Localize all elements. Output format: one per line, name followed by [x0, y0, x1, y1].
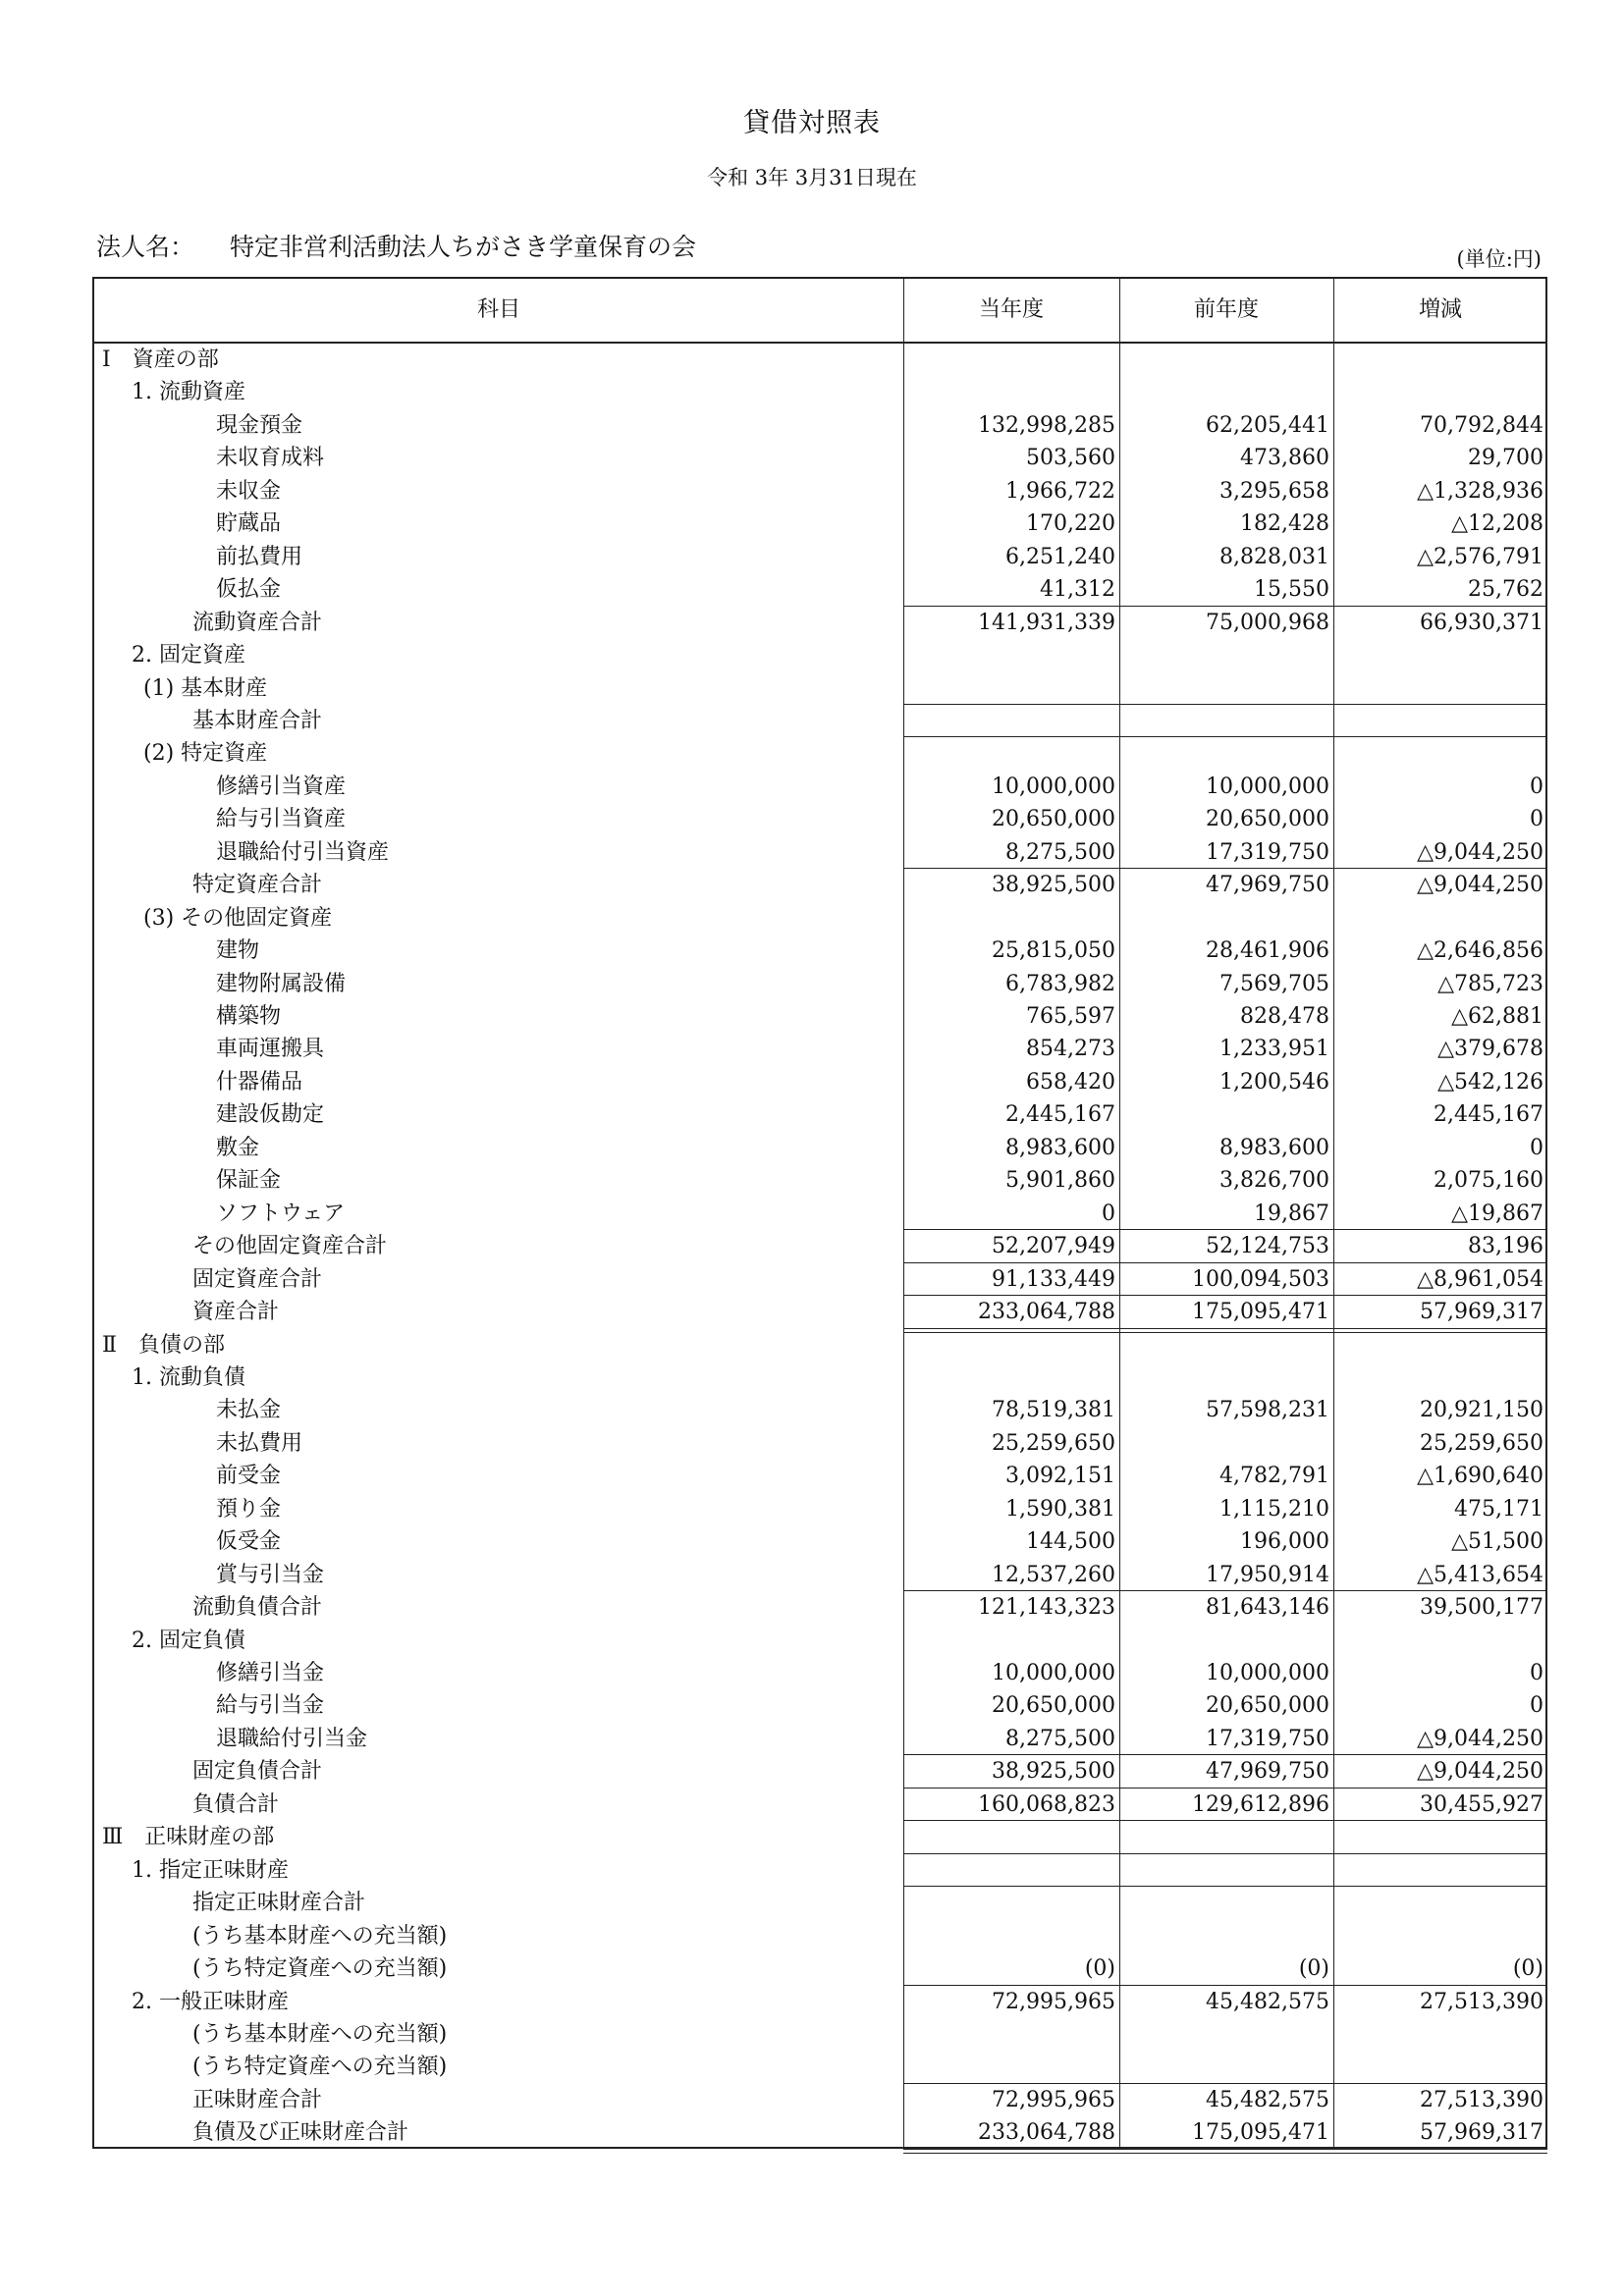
amount-prev: 8,983,600: [1219, 1135, 1329, 1160]
table-row: [94, 1755, 1545, 1789]
table-row: [94, 1427, 1545, 1461]
table-row: [94, 1854, 1545, 1888]
amount-prev: 129,612,896: [1192, 1791, 1329, 1817]
amount-prev: 75,000,968: [1206, 610, 1329, 635]
row-label: (うち特定資産への充当額): [192, 2055, 448, 2080]
amount-cur: 2,445,167: [1005, 1102, 1115, 1128]
table-row: [94, 409, 1545, 443]
amount-prev: 3,826,700: [1219, 1168, 1329, 1194]
amount-prev: 17,319,750: [1206, 839, 1329, 865]
amount-diff: 0: [1530, 774, 1543, 799]
row-label: 貯蔵品: [216, 511, 282, 537]
row-label: 什器備品: [216, 1069, 303, 1095]
row-label: 未収金: [216, 478, 282, 504]
table-row: [94, 869, 1545, 902]
table-row: [94, 737, 1545, 771]
table-row: [94, 344, 1545, 377]
row-label: Ⅲ 正味財産の部: [102, 1825, 275, 1850]
table-row: [94, 376, 1545, 409]
amount-diff: 2,445,167: [1434, 1102, 1543, 1128]
amount-diff: △2,646,856: [1417, 938, 1543, 964]
amount-diff: △379,678: [1437, 1037, 1543, 1062]
row-label: 2. 固定負債: [132, 1628, 245, 1653]
table-row: [94, 475, 1545, 508]
amount-cur: 1,590,381: [1005, 1496, 1115, 1522]
amount-diff: 0: [1530, 1693, 1543, 1719]
corporation-line: [96, 228, 696, 263]
table-row: [94, 1033, 1545, 1066]
amount-cur: 20,650,000: [992, 1693, 1115, 1719]
amount-cur: 5,901,860: [1005, 1168, 1115, 1194]
table-row: [94, 1230, 1545, 1263]
amount-prev: 175,095,471: [1192, 2120, 1329, 2146]
table-row: [94, 1394, 1545, 1427]
amount-cur: 52,207,949: [992, 1234, 1115, 1259]
amount-diff: 27,513,390: [1420, 1989, 1543, 2014]
amount-prev: 81,643,146: [1206, 1595, 1329, 1621]
table-row: [94, 639, 1545, 672]
row-label: 特定資産合計: [192, 873, 323, 898]
row-label: 給与引当金: [216, 1693, 325, 1719]
amount-cur: 132,998,285: [978, 412, 1115, 438]
amount-prev: 45,482,575: [1206, 1989, 1329, 2014]
row-label: 固定負債合計: [192, 1759, 323, 1785]
row-label: 負債合計: [192, 1791, 280, 1817]
amount-cur: 25,259,650: [992, 1430, 1115, 1456]
amount-cur: (0): [1084, 1956, 1115, 1982]
amount-prev: 57,598,231: [1206, 1398, 1329, 1423]
amount-prev: 7,569,705: [1219, 971, 1329, 996]
amount-prev: 196,000: [1240, 1529, 1329, 1555]
table-row: [94, 672, 1545, 706]
amount-prev: 473,860: [1240, 446, 1329, 471]
amount-diff: 0: [1530, 1661, 1543, 1685]
row-label: 建設仮勘定: [216, 1102, 325, 1128]
row-label: 指定正味財産合計: [192, 1891, 366, 1916]
amount-cur: 38,925,500: [992, 1759, 1115, 1785]
table-row: [94, 1296, 1545, 1329]
table-row: [94, 1362, 1545, 1395]
amount-diff: △9,044,250: [1417, 1759, 1543, 1785]
amount-prev: 1,233,951: [1219, 1037, 1329, 1062]
row-label: 仮受金: [216, 1529, 282, 1555]
table-row: [94, 803, 1545, 836]
row-label: Ⅱ 負債の部: [102, 1332, 225, 1358]
row-label: 正味財産合計: [192, 2087, 323, 2112]
row-label: 構築物: [216, 1004, 282, 1029]
row-label: 1. 指定正味財産: [132, 1857, 289, 1883]
row-label: その他固定資産合計: [192, 1234, 388, 1259]
table-row: [94, 2116, 1545, 2150]
amount-prev: 182,428: [1240, 511, 1329, 537]
amount-prev: 47,969,750: [1206, 873, 1329, 898]
table-row: [94, 1164, 1545, 1198]
amount-prev: 828,478: [1240, 1004, 1329, 1029]
row-label: 流動負債合計: [192, 1595, 323, 1621]
amount-prev: 175,095,471: [1192, 1300, 1329, 1325]
amount-diff: 2,075,160: [1434, 1168, 1543, 1194]
row-label: 建物附属設備: [216, 971, 347, 996]
table-row: [94, 1952, 1545, 1986]
table-row: [94, 836, 1545, 870]
row-label: 仮払金: [216, 577, 282, 603]
row-label: 未払金: [216, 1398, 282, 1423]
table-row: [94, 771, 1545, 804]
amount-cur: 854,273: [1026, 1037, 1115, 1062]
table-row: [94, 1132, 1545, 1165]
table-row: [94, 1821, 1545, 1854]
amount-prev: (0): [1298, 1956, 1329, 1982]
row-label: (3) その他固定資産: [143, 905, 333, 931]
table-row: [94, 1066, 1545, 1099]
amount-prev: 20,650,000: [1206, 1693, 1329, 1719]
amount-diff: 25,762: [1468, 577, 1543, 603]
row-label: Ⅰ 資産の部: [102, 347, 219, 372]
table-row: [94, 1329, 1545, 1362]
amount-cur: 6,783,982: [1005, 971, 1115, 996]
row-label: 賞与引当金: [216, 1562, 325, 1587]
table-row: [94, 1591, 1545, 1625]
amount-diff: △1,690,640: [1417, 1464, 1543, 1489]
table-row: [94, 705, 1545, 738]
amount-diff: 0: [1530, 1135, 1543, 1160]
amount-diff: △785,723: [1437, 971, 1543, 996]
amount-cur: 10,000,000: [992, 1661, 1115, 1685]
amount-cur: 503,560: [1026, 446, 1115, 471]
table-row: [94, 607, 1545, 640]
table-row: [94, 1986, 1545, 2019]
row-label: 2. 固定資産: [132, 643, 245, 668]
amount-diff: 20,921,150: [1420, 1398, 1543, 1423]
table-row: [94, 541, 1545, 574]
amount-cur: 91,133,449: [992, 1266, 1115, 1292]
row-label: 前払費用: [216, 544, 303, 569]
corporation-name: 特定非営利活動法人ちがさき学童保育の会: [230, 233, 697, 261]
total-rule-double: [903, 2153, 1547, 2154]
table-header: [94, 279, 1545, 344]
amount-diff: △62,881: [1451, 1004, 1543, 1029]
row-label: 基本財産合計: [192, 708, 323, 733]
amount-prev: 1,115,210: [1219, 1496, 1329, 1522]
row-label: 車両運搬具: [216, 1037, 325, 1062]
amount-cur: 765,597: [1026, 1004, 1115, 1029]
amount-cur: 72,995,965: [992, 2087, 1115, 2112]
amount-diff: △51,500: [1451, 1529, 1543, 1555]
amount-cur: 25,815,050: [992, 938, 1115, 964]
amount-cur: 233,064,788: [978, 1300, 1115, 1325]
amount-cur: 144,500: [1026, 1529, 1115, 1555]
table-row: [94, 1887, 1545, 1920]
amount-diff: 66,930,371: [1420, 610, 1543, 635]
table-row: [94, 1723, 1545, 1756]
amount-cur: 141,931,339: [978, 610, 1115, 635]
header-previous-year: 前年度: [1193, 297, 1259, 322]
amount-prev: 45,482,575: [1206, 2087, 1329, 2112]
section-rule: [903, 1328, 1547, 1329]
amount-cur: 20,650,000: [992, 807, 1115, 832]
amount-diff: △9,044,250: [1417, 873, 1543, 898]
amount-diff: △9,044,250: [1417, 839, 1543, 865]
table-row: [94, 968, 1545, 1001]
amount-cur: 41,312: [1040, 577, 1115, 603]
row-label: (うち基本財産への充当額): [192, 2021, 448, 2047]
table-row: [94, 1263, 1545, 1297]
table-row: [94, 1000, 1545, 1034]
table-row: [94, 2084, 1545, 2117]
row-label: 建物: [216, 938, 260, 964]
report-date: 令和 3年 3月31日現在: [707, 166, 917, 189]
amount-prev: 20,650,000: [1206, 807, 1329, 832]
row-label: 現金預金: [216, 412, 303, 438]
row-label: 1. 流動負債: [132, 1364, 245, 1390]
row-label: (うち基本財産への充当額): [192, 1923, 448, 1949]
amount-prev: 19,867: [1254, 1201, 1329, 1226]
amount-prev: 62,205,441: [1206, 412, 1329, 438]
amount-cur: 121,143,323: [978, 1595, 1115, 1621]
row-label: (1) 基本財産: [143, 675, 268, 701]
amount-diff: △19,867: [1451, 1201, 1543, 1226]
amount-diff: 30,455,927: [1420, 1791, 1543, 1817]
table-row: [94, 442, 1545, 475]
table-row: [94, 507, 1545, 541]
amount-prev: 17,319,750: [1206, 1726, 1329, 1751]
row-label: 資産合計: [192, 1300, 280, 1325]
row-label: (2) 特定資産: [143, 741, 268, 767]
amount-diff: 57,969,317: [1420, 1300, 1543, 1325]
amount-prev: 28,461,906: [1206, 938, 1329, 964]
amount-diff: 0: [1530, 807, 1543, 832]
amount-prev: 52,124,753: [1206, 1234, 1329, 1259]
row-label: 負債及び正味財産合計: [192, 2120, 409, 2146]
table-row: [94, 1098, 1545, 1132]
amount-diff: △1,328,936: [1417, 478, 1543, 504]
amount-diff: 29,700: [1468, 446, 1543, 471]
row-label: 給与引当資産: [216, 807, 347, 832]
row-label: 敷金: [216, 1135, 260, 1160]
amount-cur: 233,064,788: [978, 2120, 1115, 2146]
table-row: [94, 1559, 1545, 1592]
amount-prev: 17,950,914: [1206, 1562, 1329, 1587]
amount-prev: 47,969,750: [1206, 1759, 1329, 1785]
table-row: [94, 2051, 1545, 2084]
total-rule: [903, 2149, 1547, 2150]
amount-cur: 78,519,381: [992, 1398, 1115, 1423]
header-current-year: 当年度: [978, 297, 1044, 322]
amount-diff: △542,126: [1437, 1069, 1543, 1095]
row-label: (うち特定資産への充当額): [192, 1956, 448, 1982]
amount-cur: 8,275,500: [1005, 839, 1115, 865]
amount-diff: △12,208: [1451, 511, 1543, 537]
document-title: 貸借対照表: [743, 108, 881, 138]
amount-prev: 100,094,503: [1192, 1266, 1329, 1292]
unit-label: (単位:円): [1456, 247, 1542, 271]
amount-diff: 70,792,844: [1420, 412, 1543, 438]
amount-prev: 10,000,000: [1206, 774, 1329, 799]
amount-cur: 3,092,151: [1005, 1464, 1115, 1489]
amount-diff: 25,259,650: [1420, 1430, 1543, 1456]
table-row: [94, 1657, 1545, 1690]
row-label: ソフトウェア: [216, 1201, 346, 1226]
table-row: [94, 1689, 1545, 1723]
amount-prev: 1,200,546: [1219, 1069, 1329, 1095]
amount-prev: 15,550: [1254, 577, 1329, 603]
balance-sheet-table: [92, 277, 1547, 2149]
amount-cur: 170,220: [1026, 511, 1115, 537]
amount-prev: 10,000,000: [1206, 1661, 1329, 1685]
table-row: [94, 1460, 1545, 1493]
amount-cur: 12,537,260: [992, 1562, 1115, 1587]
amount-cur: 38,925,500: [992, 873, 1115, 898]
amount-cur: 0: [1102, 1201, 1115, 1226]
amount-prev: 3,295,658: [1219, 478, 1329, 504]
table-row: [94, 1920, 1545, 1953]
row-label: 修繕引当金: [216, 1661, 325, 1685]
row-label: 未払費用: [216, 1430, 303, 1456]
amount-diff: 27,513,390: [1420, 2087, 1543, 2112]
row-label: 保証金: [216, 1168, 282, 1194]
row-label: 2. 一般正味財産: [132, 1989, 289, 2014]
row-label: 未収育成料: [216, 446, 325, 471]
amount-prev: 8,828,031: [1219, 544, 1329, 569]
table-row: [94, 902, 1545, 935]
amount-diff: (0): [1512, 1956, 1543, 1982]
table-row: [94, 1789, 1545, 1822]
table-row: [94, 1493, 1545, 1526]
header-item: 科目: [476, 297, 520, 322]
row-label: 1. 流動資産: [132, 380, 245, 405]
table-row: [94, 2018, 1545, 2052]
amount-cur: 10,000,000: [992, 774, 1115, 799]
amount-diff: 39,500,177: [1420, 1595, 1543, 1621]
amount-cur: 6,251,240: [1005, 544, 1115, 569]
amount-cur: 1,966,722: [1005, 478, 1115, 504]
amount-cur: 8,983,600: [1005, 1135, 1115, 1160]
table-row: [94, 1625, 1545, 1658]
table-row: [94, 934, 1545, 968]
row-label: 預り金: [216, 1496, 282, 1522]
amount-diff: 475,171: [1454, 1496, 1543, 1522]
amount-diff: 57,969,317: [1420, 2120, 1543, 2146]
row-label: 固定資産合計: [192, 1266, 323, 1292]
amount-diff: 83,196: [1468, 1234, 1543, 1259]
row-label: 前受金: [216, 1464, 282, 1489]
header-difference: 増減: [1418, 297, 1462, 322]
row-label: 退職給付引当資産: [216, 839, 390, 865]
amount-cur: 658,420: [1026, 1069, 1115, 1095]
amount-diff: △2,576,791: [1417, 544, 1543, 569]
row-label: 退職給付引当金: [216, 1726, 368, 1751]
amount-prev: 4,782,791: [1219, 1464, 1329, 1489]
amount-cur: 72,995,965: [992, 1989, 1115, 2014]
table-row: [94, 1525, 1545, 1559]
amount-cur: 160,068,823: [978, 1791, 1115, 1817]
section-rule: [903, 1820, 1547, 1821]
amount-diff: △9,044,250: [1417, 1726, 1543, 1751]
table-row: [94, 573, 1545, 607]
row-label: 流動資産合計: [192, 610, 323, 635]
row-label: 修繕引当資産: [216, 774, 347, 799]
amount-diff: △5,413,654: [1417, 1562, 1543, 1587]
corporation-label: 法人名：: [96, 233, 195, 261]
table-row: [94, 1198, 1545, 1231]
amount-diff: △8,961,054: [1417, 1266, 1543, 1292]
amount-cur: 8,275,500: [1005, 1726, 1115, 1751]
